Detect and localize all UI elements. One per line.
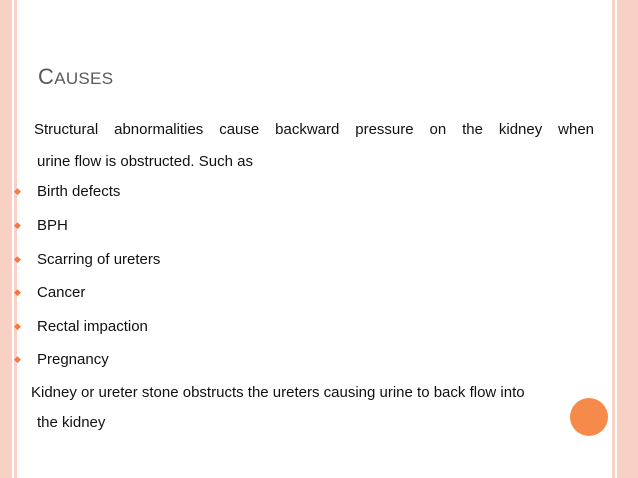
bullet-diamond-icon: ◆ bbox=[14, 253, 21, 264]
title-rest: AUSES bbox=[54, 69, 114, 88]
bullet-diamond-icon: ◆ bbox=[14, 219, 21, 230]
right-border-stripe bbox=[617, 0, 638, 478]
left-border-stripe bbox=[0, 0, 12, 478]
bullet-diamond-icon: ◆ bbox=[14, 185, 21, 196]
bullet-item bbox=[14, 281, 85, 303]
bullet-diamond-icon: ◆ bbox=[14, 320, 21, 331]
bullet-text: Scarring of ureters bbox=[37, 250, 161, 268]
bullet-text: Rectal impaction bbox=[37, 317, 148, 335]
bullet-item bbox=[14, 180, 120, 202]
decorative-circle bbox=[570, 398, 608, 436]
bullet-item bbox=[14, 315, 148, 337]
left-border-thin-stripe bbox=[14, 0, 17, 478]
intro-text-line-2: urine flow is obstructed. Such as bbox=[37, 153, 253, 170]
slide-title bbox=[38, 66, 113, 88]
right-border-thin-stripe bbox=[612, 0, 615, 478]
bullet-text: Cancer bbox=[37, 283, 86, 301]
outro-text-line-1: Kidney or ureter stone obstructs the ureters causing urine to back flow into bbox=[31, 384, 525, 401]
bullet-diamond-icon: ◆ bbox=[14, 286, 21, 297]
bullet-item bbox=[14, 348, 109, 370]
bullet-text: BPH bbox=[37, 216, 68, 234]
outro-text-line-2: the kidney bbox=[37, 414, 106, 431]
bullet-text: Pregnancy bbox=[37, 350, 109, 368]
intro-text-line-1: Structural abnormalities cause backward pressure on the kidney when bbox=[34, 121, 594, 138]
bullet-diamond-icon: ◆ bbox=[14, 353, 21, 364]
bullet-item bbox=[14, 214, 68, 236]
title-initial: C bbox=[38, 64, 55, 89]
bullet-item bbox=[14, 248, 160, 270]
bullet-text: Birth defects bbox=[37, 182, 121, 200]
